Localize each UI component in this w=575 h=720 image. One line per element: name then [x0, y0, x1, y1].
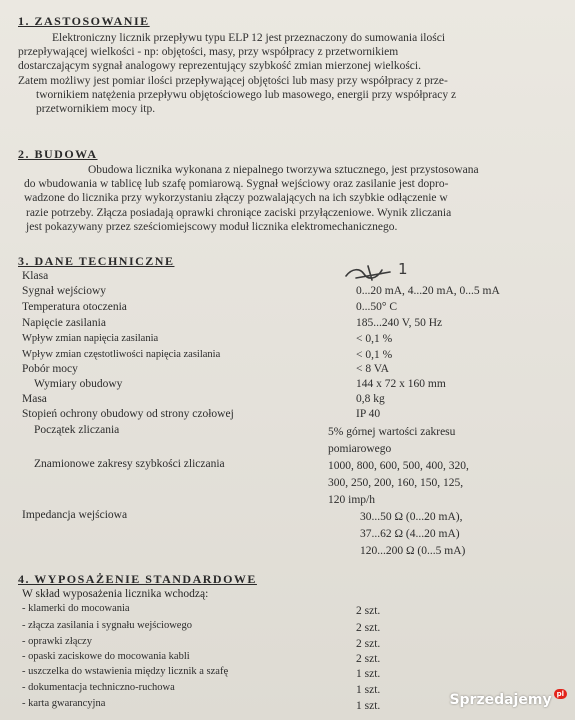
spec-value: pomiarowego	[328, 443, 392, 455]
spec-value: 30...50 Ω (0...20 mA),	[360, 511, 463, 523]
spec-label: Napięcie zasilania	[22, 317, 106, 329]
spec-label: Wpływ zmian napięcia zasilania	[22, 333, 159, 344]
equipment-qty: 1 szt.	[356, 700, 381, 712]
equipment-qty: 2 szt.	[356, 605, 381, 617]
spec-value: IP 40	[356, 408, 381, 420]
text-line: do wbudowania w tablicę lub szafę pomiarową. Sygnał wejściowy oraz zasilanie jest dopro-	[24, 178, 449, 191]
spec-label: Temperatura otoczenia	[22, 301, 127, 313]
spec-value: 120 imp/h	[328, 494, 375, 506]
section-heading-dane-techniczne: 3. DANE TECHNICZNE	[18, 254, 175, 268]
equipment-label: - karta gwarancyjna	[22, 698, 106, 709]
text-line: jest pokazywany przez sześciomiejscowy moduł licznika elektromechanicznego.	[26, 220, 398, 233]
spec-label: Sygnał wejściowy	[22, 285, 107, 297]
spec-value: 1000, 800, 600, 500, 400, 320,	[328, 460, 469, 472]
equipment-qty: 2 szt.	[356, 653, 381, 665]
spec-value: < 0,1 %	[356, 349, 393, 361]
equipment-intro: W skład wyposażenia licznika wchodzą:	[22, 588, 209, 600]
spec-value: < 0,1 %	[356, 333, 393, 345]
equipment-label: - złącza zasilania i sygnału wejściowego	[22, 620, 192, 631]
spec-label: Klasa	[22, 270, 49, 282]
watermark-badge: pl	[554, 689, 567, 699]
watermark-text: Sprzedajemy	[449, 692, 552, 708]
spec-value-block	[360, 509, 465, 560]
spec-value: 300, 250, 200, 160, 150, 125,	[328, 477, 464, 489]
text-line: twornikiem natężenia przepływu objętościowego lub masowego, energii przy współpracy z	[36, 88, 457, 101]
text-line: przepływającej wielkości - np: objętości, masy, przy współpracy z przetwornikiem	[18, 46, 399, 59]
spec-value: 37...62 Ω (4...20 mA)	[360, 528, 460, 540]
text-line: Elektroniczny licznik przepływu typu ELP 12 jest przeznaczony do sumowania ilości	[52, 32, 446, 44]
spec-label: Wpływ zmian częstotliwości napięcia zasilania	[22, 349, 221, 360]
handwritten-klasa-value: 1	[398, 260, 408, 278]
spec-label: Masa	[22, 393, 47, 405]
equipment-label: - klamerki do mocowania	[22, 603, 130, 614]
spec-value: 0,8 kg	[356, 393, 385, 405]
paragraph-zastosowanie	[18, 31, 558, 116]
equipment-label: - oprawki złączy	[22, 636, 92, 647]
spec-value: 144 x 72 x 160 mm	[356, 378, 446, 390]
text-line: Obudowa licznika wykonana z niepalnego tworzywa sztucznego, jest przystosowana	[88, 164, 479, 176]
spec-label: Wymiary obudowy	[34, 378, 123, 390]
spec-value-block	[328, 458, 469, 509]
spec-value: 120...200 Ω (0...5 mA)	[360, 545, 466, 557]
section-heading-wyposazenie: 4. WYPOSAŻENIE STANDARDOWE	[18, 572, 257, 586]
spec-label: Stopień ochrony obudowy od strony czołowej	[22, 408, 234, 420]
equipment-qty: 2 szt.	[356, 622, 381, 634]
equipment-label: - opaski zaciskowe do mocowania kabli	[22, 651, 190, 662]
spec-value: 0...20 mA, 4...20 mA, 0...5 mA	[356, 285, 500, 297]
text-line: Zatem możliwy jest pomiar ilości przepływającej objętości lub masy przy współpracy z prze-	[18, 74, 448, 87]
spec-label: Impedancja wejściowa	[22, 509, 128, 521]
text-line: dostarczającym sygnał analogowy reprezentujący szybkość zmian mierzonej wielkości.	[18, 60, 421, 73]
text-line: razie potrzeby. Złącza posiadają oprawki chroniące zaciski przyłączeniowe. Wynik zliczania	[26, 206, 452, 219]
section-heading-budowa: 2. BUDOWA	[18, 147, 98, 161]
equipment-label: - uszczelka do wstawienia między licznik a szafę	[22, 666, 229, 677]
spec-label: Początek zliczania	[34, 424, 120, 436]
spec-value: 185...240 V, 50 Hz	[356, 317, 443, 329]
paragraph-budowa	[18, 163, 558, 234]
equipment-qty: 1 szt.	[356, 684, 381, 696]
text-line: przetwornikiem mocy itp.	[36, 103, 156, 116]
equipment-qty: 1 szt.	[356, 668, 381, 680]
spec-value: 0...50° C	[356, 301, 398, 313]
section-heading-zastosowanie: 1. ZASTOSOWANIE	[18, 14, 150, 28]
spec-label: Znamionowe zakresy szybkości zliczania	[34, 458, 225, 470]
equipment-qty: 2 szt.	[356, 638, 381, 650]
spec-label: Pobór mocy	[22, 363, 78, 375]
watermark-logo	[449, 688, 567, 712]
equipment-label: - dokumentacja techniczno-ruchowa	[22, 682, 175, 693]
spec-value: 5% górnej wartości zakresu	[328, 426, 456, 438]
spec-value: < 8 VA	[356, 363, 389, 375]
text-line: wadzone do licznika przy wykorzystaniu złączy pozwalających na ich szybkie odłączenie w	[24, 192, 448, 205]
spec-value-block	[328, 424, 455, 458]
